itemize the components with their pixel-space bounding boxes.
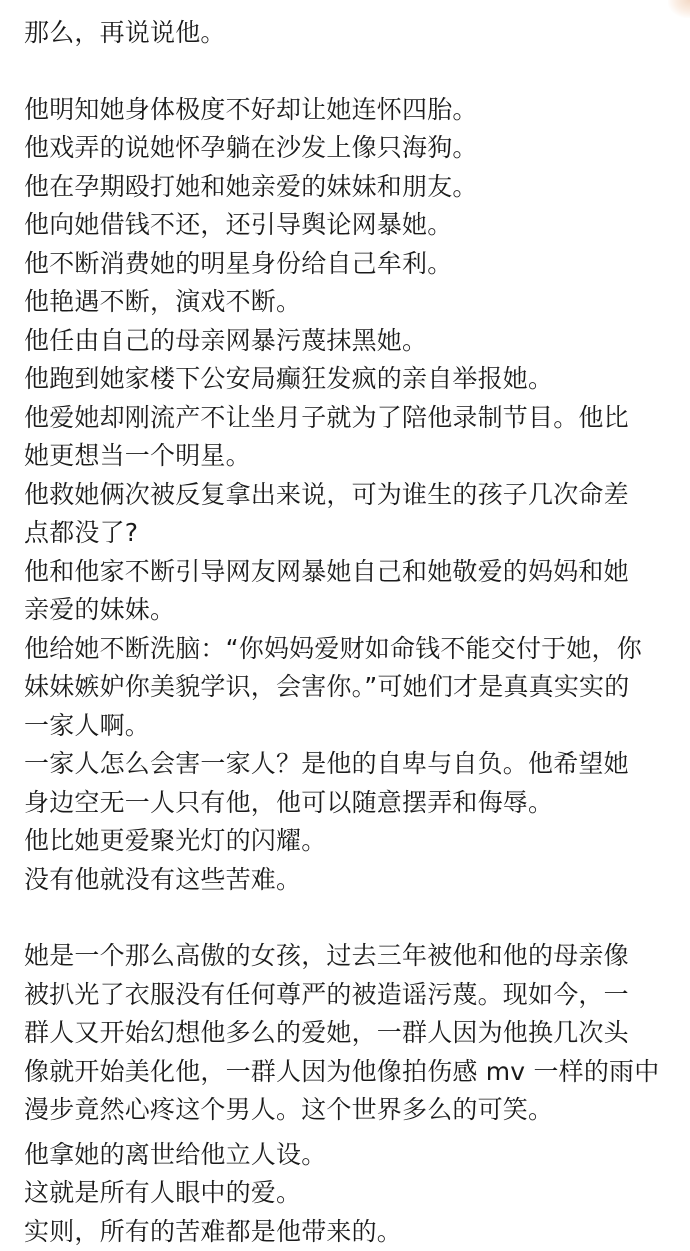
paragraph-spacer xyxy=(24,53,672,91)
text-line: 一家人啊。 xyxy=(24,707,672,746)
corner-decoration xyxy=(668,0,690,18)
text-line: 他在孕期殴打她和她亲爱的妹妹和朋友。 xyxy=(24,168,672,207)
text-line: 点都没了? xyxy=(24,514,672,553)
text-line: 他给她不断洗脑：“你妈妈爱财如命钱不能交付于她，你 xyxy=(24,630,672,669)
text-line: 他拿她的离世给他立人设。 xyxy=(24,1136,672,1175)
text-line: 身边空无一人只有他，他可以随意摆弄和侮辱。 xyxy=(24,784,672,823)
text-line: 她是一个那么高傲的女孩，过去三年被他和他的母亲像 xyxy=(24,937,672,976)
text-line: 被扒光了衣服没有任何尊严的被造谣污蔑。现如今，一 xyxy=(24,976,672,1015)
text-line: 他不断消费她的明星身份给自己牟利。 xyxy=(24,245,672,284)
text-line: 他比她更爱聚光灯的闪耀。 xyxy=(24,822,672,861)
paragraph-2 xyxy=(24,937,672,1130)
text-line: 妹妹嫉妒你美貌学识，会害你。”可她们才是真真实实的 xyxy=(24,668,672,707)
text-line: 他救她俩次被反复拿出来说，可为谁生的孩子几次命差 xyxy=(24,476,672,515)
text-line: 他明知她身体极度不好却让她连怀四胎。 xyxy=(24,91,672,130)
text-line: 没有他就没有这些苦难。 xyxy=(24,861,672,900)
text-line: 他艳遇不断，演戏不断。 xyxy=(24,283,672,322)
text-line: 他爱她却刚流产不让坐月子就为了陪他录制节目。他比 xyxy=(24,399,672,438)
text-line: 她更想当一个明星。 xyxy=(24,437,672,476)
text-line: 一家人怎么会害一家人？是他的自卑与自负。他希望她 xyxy=(24,745,672,784)
text-line: 漫步竟然心疼这个男人。这个世界多么的可笑。 xyxy=(24,1091,672,1130)
text-line: 他戏弄的说她怀孕躺在沙发上像只海狗。 xyxy=(24,129,672,168)
text-line: 他任由自己的母亲网暴污蔑抹黑她。 xyxy=(24,322,672,361)
intro-paragraph xyxy=(24,14,672,53)
paragraph-spacer xyxy=(24,899,672,937)
text-line: 群人又开始幻想他多么的爱她，一群人因为他换几次头 xyxy=(24,1014,672,1053)
text-line: 像就开始美化他，一群人因为他像拍伤感 mv 一样的雨中 xyxy=(24,1053,672,1092)
text-line: 亲爱的妹妹。 xyxy=(24,591,672,630)
text-line: 那么，再说说他。 xyxy=(24,14,672,53)
text-line: 他跑到她家楼下公安局癫狂发疯的亲自举报她。 xyxy=(24,360,672,399)
text-line: 他和他家不断引导网友网暴她自己和她敬爱的妈妈和她 xyxy=(24,553,672,592)
paragraph-1 xyxy=(24,91,672,900)
text-line: 这就是所有人眼中的爱。 xyxy=(24,1174,672,1213)
text-line: 实则，所有的苦难都是他带来的。 xyxy=(24,1213,672,1251)
paragraph-3 xyxy=(24,1136,672,1251)
text-line: 他向她借钱不还，还引导舆论网暴她。 xyxy=(24,206,672,245)
